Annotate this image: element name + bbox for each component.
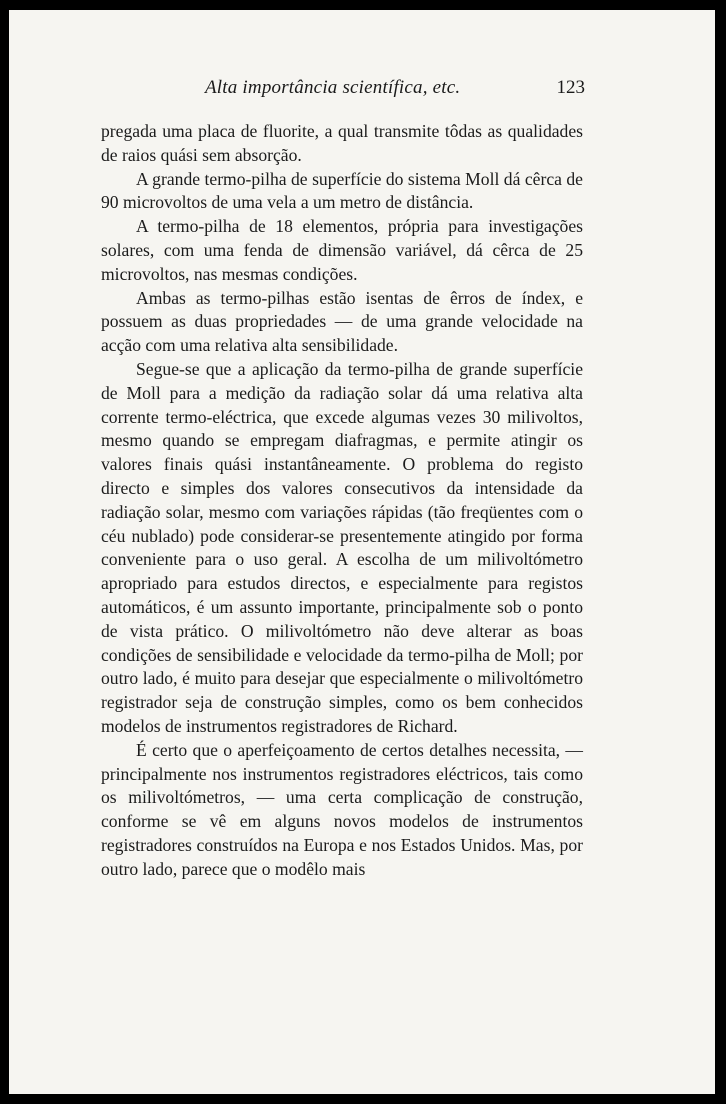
paragraph: Ambas as termo-pilhas estão isentas de êrros de índex, e possuem as duas propriedades — de uma grande velocidade na acção com uma relativa alta sensibilidade. <box>101 287 583 356</box>
page-number: 123 <box>556 77 585 98</box>
paragraph: A grande termo-pilha de superfície do sistema Moll dá cêrca de 90 microvoltos de uma vela a um metro de distância. <box>101 168 583 213</box>
paragraph: A termo-pilha de 18 elementos, própria para investigações solares, com uma fenda de dimensão variável, dá cêrca de 25 microvoltos, nas mesmas condições. <box>101 216 583 284</box>
paragraph: Segue-se que a aplicação da termo-pilha de grande superfície de Moll para a medição da radiação solar dá uma relativa alta corrente termo-eléctrica, que excede algumas vezes 30 milivoltos, mesmo quando se empregam diafragmas, e permite atingir os valores finais quási instantâneamente. O problema do registo directo e simples dos valores consecutivos da intensidade da radiação solar, mesmo com variações rápidas (tão freqüentes com o céu nublado) pode considerar-se presentemente atingido por forma conveniente para o uso geral. A escolha de um milivoltómetro apropriado para estudos directos, e especialmente para registos automáticos, é um assunto importante, principalmente sob o ponto de vista prático. O milivoltómetro não deve alterar as boas condições de sensibilidade e velocidade da termo-pilha de Moll; por outro lado, é muito para desejar que especialmente o milivoltómetro registrador seja de construção simples, como os bem conhecidos modelos de instrumentos registradores de Richard. <box>101 358 583 736</box>
paragraph: É certo que o aperfeiçoamento de certos detalhes necessita, — principalmente nos instrumentos registradores eléctricos, tais como os milivoltómetros, — uma certa complicação de construção, conforme se vê em alguns novos modelos de instrumentos registradores construídos na Europa e nos Estados Unidos. Mas, por outro lado, parece que o modêlo mais <box>101 739 583 879</box>
running-title: Alta importância scientífica, etc. <box>205 77 461 98</box>
book-page <box>9 10 715 1094</box>
body-text <box>101 120 583 882</box>
paragraph-continuation: pregada uma placa de fluorite, a qual transmite tôdas as qualidades de raios quási sem absorção. <box>101 121 583 165</box>
page-header <box>105 77 585 107</box>
